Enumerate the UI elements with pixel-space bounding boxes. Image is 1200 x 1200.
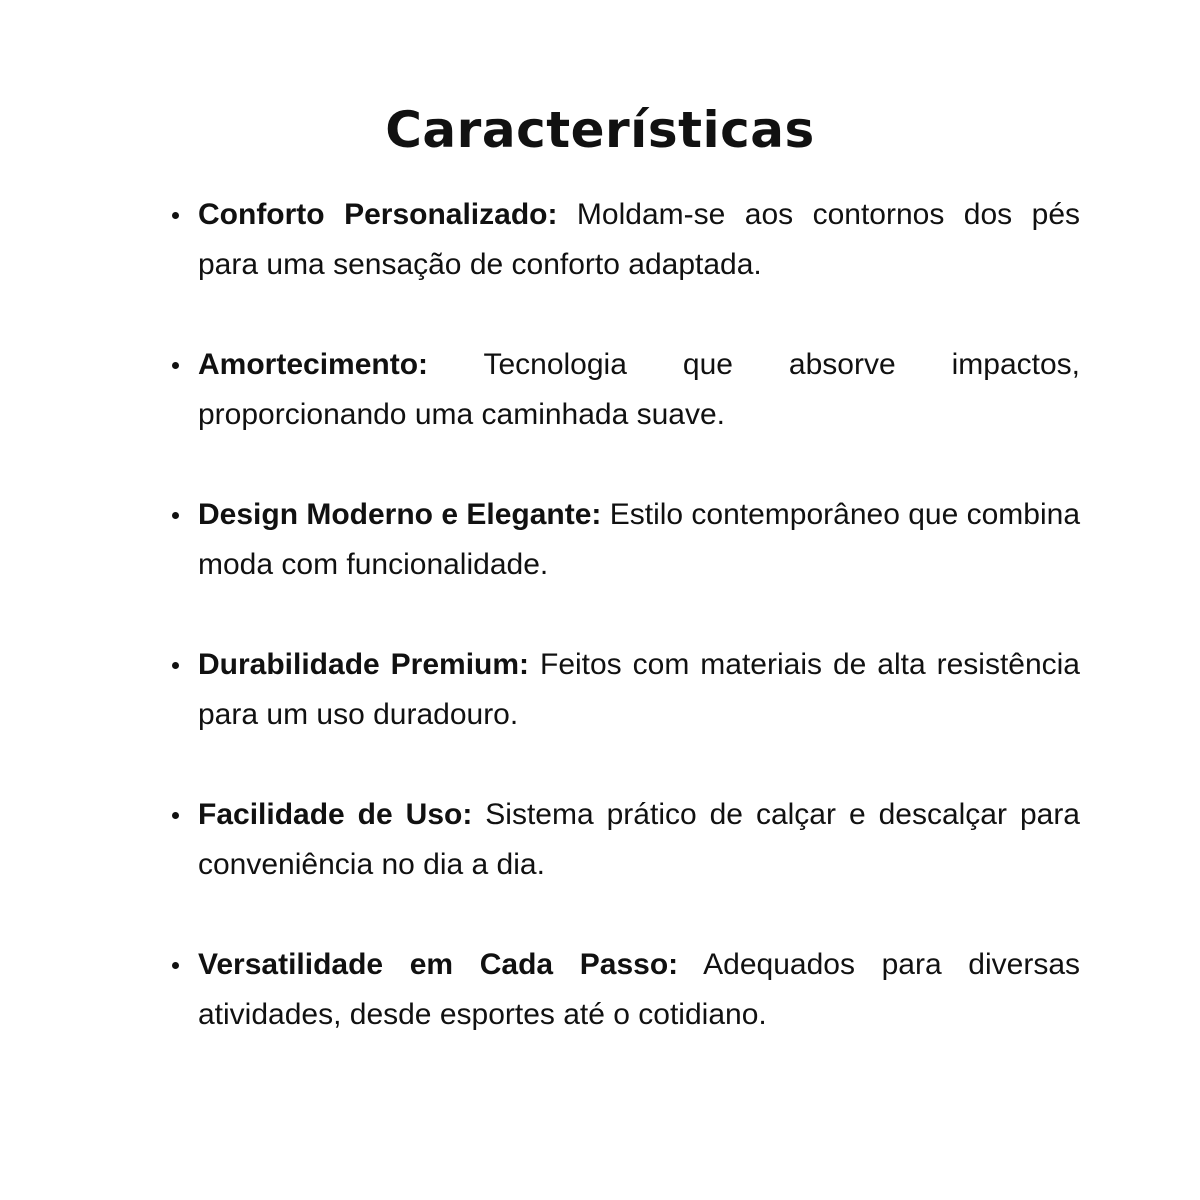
- bullet-icon: [172, 812, 179, 819]
- feature-label: Durabilidade Premium:: [198, 648, 530, 681]
- feature-list: [168, 190, 1080, 1090]
- list-item: [168, 640, 1080, 740]
- feature-label: Facilidade de Uso:: [198, 798, 473, 831]
- bullet-icon: [172, 212, 179, 219]
- bullet-icon: [172, 662, 179, 669]
- feature-description: Estilo contemporâneo que combina moda com funcionalidade.: [198, 498, 1081, 581]
- bullet-icon: [172, 962, 179, 969]
- bullet-icon: [172, 362, 179, 369]
- list-item: [168, 940, 1080, 1040]
- list-item: [168, 790, 1080, 890]
- list-item: [168, 340, 1080, 440]
- feature-description: Adequados para diversas atividades, desde esportes até o cotidiano.: [198, 948, 1081, 1031]
- feature-description: Feitos com materiais de alta resistência para um uso duradouro.: [198, 648, 1080, 731]
- list-item: [168, 490, 1080, 590]
- page-title: Características: [385, 101, 815, 159]
- feature-label: Design Moderno e Elegante:: [198, 498, 602, 531]
- feature-label: Amortecimento:: [198, 348, 429, 381]
- bullet-icon: [172, 512, 179, 519]
- list-item: [168, 190, 1080, 290]
- feature-description: Sistema prático de calçar e descalçar para conveniência no dia a dia.: [198, 798, 1080, 881]
- feature-label: Conforto Personalizado:: [198, 198, 558, 231]
- feature-label: Versatilidade em Cada Passo:: [198, 948, 679, 981]
- feature-description: Moldam-se aos contornos dos pés para uma sensação de conforto adaptada.: [198, 198, 1080, 281]
- feature-description: Tecnologia que absorve impactos, proporcionando uma caminhada suave.: [198, 348, 1080, 431]
